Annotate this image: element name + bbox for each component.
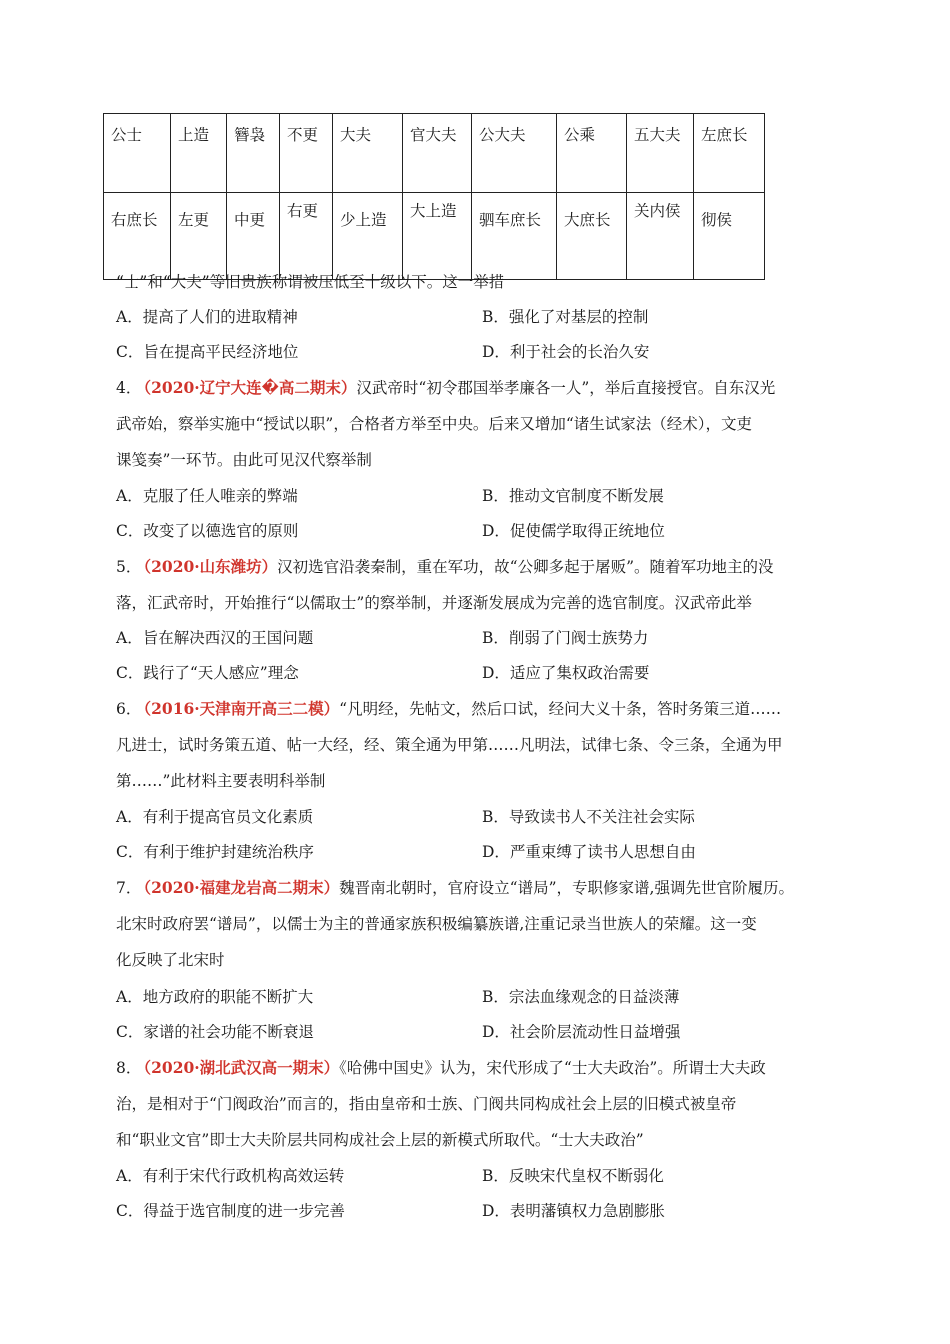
table-cell: 左庶长 [694, 114, 765, 193]
question-source: （2016·天津南开高三二模） [143, 699, 340, 718]
q5-stem-line1 [116, 557, 774, 577]
q5-option-c[interactable]: C．践行了“天人感应”理念 [116, 664, 299, 682]
stem-text: 魏晋南北朝时，官府设立“谱局”，专职修家谱,强调先世官阶履历。 [339, 879, 794, 897]
q4-stem-line3: 课笺奏”一环节。由此可见汉代察举制 [116, 451, 372, 469]
table-cell: 少上造 [333, 193, 403, 280]
q4-option-a[interactable]: A．克服了任人唯亲的弊端 [116, 487, 298, 505]
q7-stem-line2: 北宋时政府罢“谱局”，以儒士为主的普通家族积极编纂族谱,注重记录当世族人的荣耀。这一变 [116, 915, 757, 933]
q3-option-a[interactable]: A．提高了人们的进取精神 [116, 308, 298, 326]
q6-stem-line2: 凡进士，试时务策五道、帖一大经，经、策全通为甲第……凡明法，试律七条、令三条，全通为甲 [116, 736, 783, 754]
table-row [104, 114, 765, 193]
table-cell: 大上造 [403, 193, 472, 280]
question-number: 6． [116, 700, 142, 718]
q7-option-a[interactable]: A．地方政府的职能不断扩大 [116, 988, 314, 1006]
q4-option-b[interactable]: B．推动文官制度不断发展 [482, 487, 664, 505]
question-number: 4． [116, 379, 142, 397]
q6-option-c[interactable]: C．有利于维护封建统治秩序 [116, 843, 314, 861]
table-cell: 上造 [171, 114, 227, 193]
table-cell: 公乘 [557, 114, 627, 193]
q4-stem-line2: 武帝始，察举实施中“授试以职”，合格者方举至中央。后来又增加“诸生试家法（经术），文吏 [116, 415, 753, 433]
table-cell: 官大夫 [403, 114, 472, 193]
q6-stem-line1 [116, 699, 781, 719]
q8-stem-line3: 和“职业文官”即士大夫阶层共同构成社会上层的新模式所取代。“士大夫政治” [116, 1131, 644, 1149]
stem-text: 汉初选官沿袭秦制，重在军功，故“公卿多起于屠贩”。随着军功地主的没 [277, 558, 774, 576]
table-cell: 中更 [227, 193, 280, 280]
q8-stem-line2: 治，是相对于“门阀政治”而言的，指由皇帝和士族、门阀共同构成社会上层的旧模式被皇帝 [116, 1095, 737, 1113]
q7-option-c[interactable]: C．家谱的社会功能不断衰退 [116, 1023, 314, 1041]
q6-stem-line3: 第……”此材料主要表明科举制 [116, 772, 326, 790]
rank-table [103, 113, 765, 280]
q7-stem-line3: 化反映了北宋时 [116, 951, 225, 969]
question-number: 8． [116, 1059, 142, 1077]
table-cell: 不更 [280, 114, 333, 193]
q8-option-d[interactable]: D．表明藩镇权力急剧膨胀 [482, 1202, 665, 1220]
q4-option-d[interactable]: D．促使儒学取得正统地位 [482, 522, 665, 540]
q7-option-d[interactable]: D．社会阶层流动性日益增强 [482, 1023, 681, 1041]
q3-option-d[interactable]: D．利于社会的长治久安 [482, 343, 650, 361]
q7-stem-line1 [116, 878, 794, 898]
question-source: （2020·湖北武汉高一期末） [143, 1058, 340, 1077]
question-source: （2020·福建龙岩高二期末） [143, 878, 340, 897]
q6-option-b[interactable]: B．导致读书人不关注社会实际 [482, 808, 695, 826]
q3-option-c[interactable]: C．旨在提高平民经济地位 [116, 343, 299, 361]
table-cell: 驷车庶长 [472, 193, 557, 280]
question-number: 7． [116, 879, 142, 897]
question-source: （2020·辽宁大连�高二期末） [143, 378, 357, 397]
question-source: （2020·山东潍坊） [143, 557, 278, 576]
q3-option-b[interactable]: B．强化了对基层的控制 [482, 308, 649, 326]
stem-text: 汉武帝时“初令郡国举孝廉各一人”，举后直接授官。自东汉光 [356, 379, 776, 397]
table-cell: 彻侯 [694, 193, 765, 280]
q8-option-b[interactable]: B．反映宋代皇权不断弱化 [482, 1167, 664, 1185]
q5-stem-line2: 落，汇武帝时，开始推行“以儒取士”的察举制，并逐渐发展成为完善的选官制度。汉武帝此举 [116, 594, 752, 612]
table-cell: 簪袅 [227, 114, 280, 193]
table-cell: 大庶长 [557, 193, 627, 280]
table-cell: 五大夫 [627, 114, 694, 193]
table-cell: 右更 [280, 193, 333, 280]
table-row [104, 193, 765, 280]
q8-option-a[interactable]: A．有利于宋代行政机构高效运转 [116, 1167, 345, 1185]
q3-stem: “士”和“大夫”等旧贵族称谓被压低至十级以下。这一举措 [116, 273, 505, 291]
table-cell: 大夫 [333, 114, 403, 193]
q4-option-c[interactable]: C．改变了以德选官的原则 [116, 522, 299, 540]
table-cell: 公士 [104, 114, 171, 193]
q5-option-d[interactable]: D．适应了集权政治需要 [482, 664, 650, 682]
table-cell: 公大夫 [472, 114, 557, 193]
q7-option-b[interactable]: B．宗法血缘观念的日益淡薄 [482, 988, 680, 1006]
q4-stem-line1 [116, 378, 775, 398]
stem-text: 《哈佛中国史》认为，宋代形成了“士大夫政治”。所谓士大夫政 [339, 1059, 766, 1077]
table-cell: 左更 [171, 193, 227, 280]
q8-stem-line1 [116, 1058, 766, 1078]
q6-option-d[interactable]: D．严重束缚了读书人思想自由 [482, 843, 696, 861]
stem-text: “凡明经，先帖文，然后口试，经问大义十条，答时务策三道…… [339, 700, 782, 718]
q5-option-a[interactable]: A．旨在解决西汉的王国问题 [116, 629, 314, 647]
q5-option-b[interactable]: B．削弱了门阀士族势力 [482, 629, 649, 647]
table-cell: 右庶长 [104, 193, 171, 280]
table-cell: 关内侯 [627, 193, 694, 280]
q8-option-c[interactable]: C．得益于选官制度的进一步完善 [116, 1202, 345, 1220]
question-number: 5． [116, 558, 142, 576]
q6-option-a[interactable]: A．有利于提高官员文化素质 [116, 808, 314, 826]
